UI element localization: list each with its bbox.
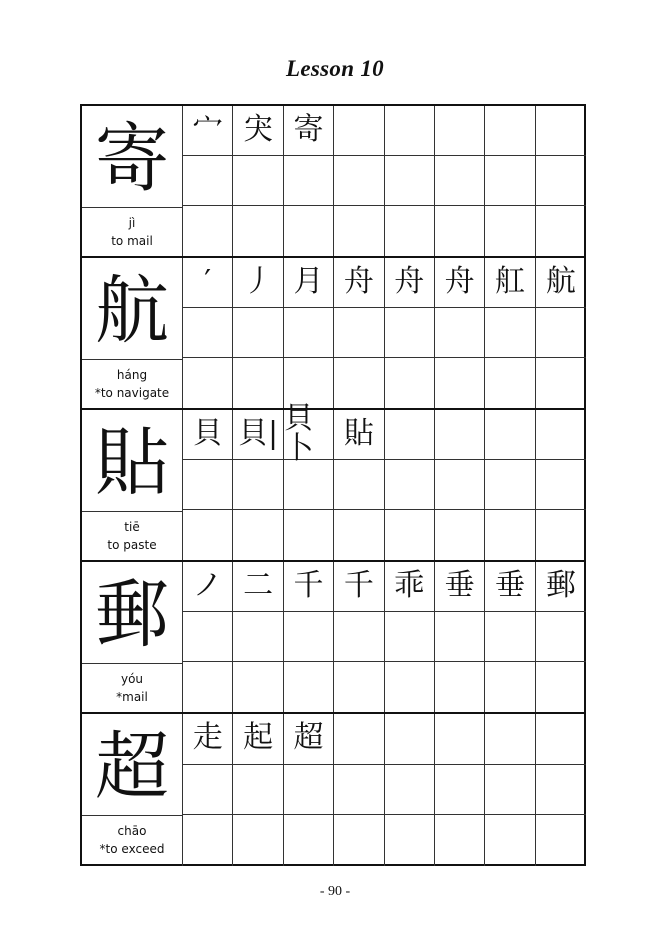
practice-cell[interactable] xyxy=(385,612,435,662)
practice-cell[interactable] xyxy=(385,358,435,408)
practice-cell[interactable] xyxy=(284,662,334,712)
practice-cell[interactable] xyxy=(334,156,384,206)
model-character: 郵 xyxy=(95,572,169,658)
practice-cell[interactable] xyxy=(485,815,535,866)
pinyin: yóu xyxy=(120,672,144,686)
practice-cell[interactable] xyxy=(536,562,586,612)
practice-cell[interactable] xyxy=(485,358,535,408)
practice-cell[interactable] xyxy=(435,815,485,866)
practice-grid xyxy=(183,106,586,256)
practice-cell[interactable] xyxy=(233,662,283,712)
practice-cell[interactable] xyxy=(385,258,435,308)
meaning: *to exceed xyxy=(99,842,165,856)
character-info xyxy=(82,359,182,410)
character-info xyxy=(82,207,182,258)
practice-cell[interactable] xyxy=(334,358,384,408)
stroke-step: 貝卜 xyxy=(283,401,314,466)
stroke-step: 乖 xyxy=(394,568,425,603)
practice-cell[interactable] xyxy=(536,410,586,460)
practice-cell[interactable] xyxy=(485,460,535,510)
practice-cell[interactable] xyxy=(536,156,586,206)
practice-cell[interactable] xyxy=(334,106,384,156)
character-cell xyxy=(82,410,183,560)
practice-cell[interactable] xyxy=(385,410,435,460)
practice-cell[interactable] xyxy=(536,358,586,408)
practice-cell[interactable] xyxy=(334,410,384,460)
stroke-step: 宊 xyxy=(243,112,274,147)
practice-cell[interactable] xyxy=(435,358,485,408)
pinyin: jì xyxy=(128,216,136,230)
practice-cell[interactable] xyxy=(233,410,283,460)
meaning: to paste xyxy=(107,538,157,552)
stroke-step: 月 xyxy=(293,264,324,299)
stroke-step: 千 xyxy=(343,568,374,603)
practice-cell[interactable] xyxy=(435,258,485,308)
character-block xyxy=(82,401,584,562)
practice-cell[interactable] xyxy=(334,714,384,765)
practice-cell[interactable] xyxy=(536,510,586,560)
practice-cell[interactable] xyxy=(536,106,586,156)
practice-cell[interactable] xyxy=(485,562,535,612)
stroke-step: 千 xyxy=(293,568,324,603)
stroke-step: 走 xyxy=(192,720,223,755)
practice-cell[interactable] xyxy=(536,765,586,816)
practice-cell[interactable] xyxy=(334,662,384,712)
practice-cell[interactable] xyxy=(183,815,233,866)
practice-cell[interactable] xyxy=(334,562,384,612)
stroke-step: 起 xyxy=(243,720,274,755)
stroke-step: 舟 xyxy=(394,264,425,299)
practice-cell[interactable] xyxy=(183,206,233,256)
practice-grid xyxy=(183,401,586,560)
stroke-step: 舟 xyxy=(444,264,475,299)
practice-cell[interactable] xyxy=(284,765,334,816)
practice-cell[interactable] xyxy=(385,106,435,156)
stroke-step: ′ xyxy=(204,264,212,299)
practice-cell[interactable] xyxy=(183,358,233,408)
practice-cell[interactable] xyxy=(334,815,384,866)
practice-cell[interactable] xyxy=(233,562,283,612)
character-block xyxy=(82,562,584,714)
practice-cell[interactable] xyxy=(435,765,485,816)
practice-cell[interactable] xyxy=(334,206,384,256)
practice-cell[interactable] xyxy=(233,510,283,560)
practice-cell[interactable] xyxy=(284,258,334,308)
practice-cell[interactable] xyxy=(233,206,283,256)
practice-cell[interactable] xyxy=(334,765,384,816)
practice-cell[interactable] xyxy=(334,460,384,510)
practice-cell[interactable] xyxy=(536,662,586,712)
practice-cell[interactable] xyxy=(183,510,233,560)
stroke-step: 垂 xyxy=(444,568,475,603)
practice-cell[interactable] xyxy=(183,662,233,712)
meaning: *mail xyxy=(116,690,148,704)
practice-cell[interactable] xyxy=(435,410,485,460)
practice-cell[interactable] xyxy=(385,510,435,560)
practice-grid xyxy=(183,714,586,866)
stroke-step: 垂 xyxy=(494,568,525,603)
practice-cell[interactable] xyxy=(183,612,233,662)
stroke-step: 舡 xyxy=(494,264,525,299)
practice-cell[interactable] xyxy=(233,358,283,408)
stroke-step: 舟 xyxy=(343,264,374,299)
character-info xyxy=(82,663,182,714)
practice-cell[interactable] xyxy=(435,612,485,662)
stroke-step: 貝 xyxy=(192,416,223,451)
character-block xyxy=(82,258,584,410)
stroke-step: 航 xyxy=(545,264,576,299)
practice-cell[interactable] xyxy=(183,308,233,358)
practice-cell[interactable] xyxy=(233,765,283,816)
character-cell xyxy=(82,714,183,866)
practice-cell[interactable] xyxy=(385,562,435,612)
practice-cell[interactable] xyxy=(435,562,485,612)
practice-cell[interactable] xyxy=(485,258,535,308)
character-info xyxy=(82,815,182,866)
practice-cell[interactable] xyxy=(183,156,233,206)
practice-cell[interactable] xyxy=(233,460,283,510)
practice-cell[interactable] xyxy=(283,401,334,466)
practice-cell[interactable] xyxy=(435,156,485,206)
stroke-step: 貝| xyxy=(238,416,279,451)
practice-cell[interactable] xyxy=(536,460,586,510)
practice-grid xyxy=(183,562,586,712)
practice-cell[interactable] xyxy=(485,106,535,156)
practice-cell[interactable] xyxy=(334,510,384,560)
practice-cell[interactable] xyxy=(385,156,435,206)
character-cell xyxy=(82,258,183,408)
practice-cell[interactable] xyxy=(536,308,586,358)
practice-cell[interactable] xyxy=(284,156,334,206)
stroke-step: 郵 xyxy=(545,568,576,603)
practice-cell[interactable] xyxy=(385,714,435,765)
stroke-step: 丿 xyxy=(243,264,274,299)
practice-grid xyxy=(183,258,586,408)
practice-cell[interactable] xyxy=(435,106,485,156)
practice-cell[interactable] xyxy=(385,815,435,866)
practice-cell[interactable] xyxy=(284,815,334,866)
practice-cell[interactable] xyxy=(183,714,233,765)
practice-cell[interactable] xyxy=(284,510,334,560)
practice-cell[interactable] xyxy=(183,258,233,308)
practice-cell[interactable] xyxy=(385,460,435,510)
practice-cell[interactable] xyxy=(485,662,535,712)
model-character: 航 xyxy=(95,268,169,354)
practice-cell[interactable] xyxy=(233,815,283,866)
practice-cell[interactable] xyxy=(334,308,384,358)
practice-cell[interactable] xyxy=(385,662,435,712)
practice-cell[interactable] xyxy=(536,206,586,256)
practice-cell[interactable] xyxy=(485,714,535,765)
practice-cell[interactable] xyxy=(233,156,283,206)
practice-cell[interactable] xyxy=(183,562,233,612)
stroke-step: 寄 xyxy=(293,112,324,147)
practice-cell[interactable] xyxy=(233,714,283,765)
practice-cell[interactable] xyxy=(435,662,485,712)
stroke-step: ノ xyxy=(192,568,223,603)
practice-cell[interactable] xyxy=(536,815,586,866)
practice-cell[interactable] xyxy=(435,206,485,256)
lesson-title: Lesson 10 xyxy=(286,56,384,81)
practice-cell[interactable] xyxy=(435,308,485,358)
practice-cell[interactable] xyxy=(536,612,586,662)
character-cell xyxy=(82,562,183,712)
practice-cell[interactable] xyxy=(485,612,535,662)
practice-cell[interactable] xyxy=(284,308,334,358)
character-block xyxy=(82,106,584,258)
practice-cell[interactable] xyxy=(183,460,233,510)
practice-cell[interactable] xyxy=(536,714,586,765)
practice-cell[interactable] xyxy=(183,765,233,816)
pinyin: tiē xyxy=(124,520,140,534)
page-number: - 90 - xyxy=(319,884,351,899)
practice-sheet xyxy=(80,104,586,866)
practice-cell[interactable] xyxy=(435,714,485,765)
meaning: *to navigate xyxy=(94,386,170,400)
model-character: 貼 xyxy=(95,420,169,506)
practice-cell[interactable] xyxy=(435,510,485,560)
practice-cell[interactable] xyxy=(334,612,384,662)
pinyin: háng xyxy=(116,368,148,382)
practice-cell[interactable] xyxy=(485,765,535,816)
practice-cell[interactable] xyxy=(233,612,283,662)
practice-cell[interactable] xyxy=(183,106,233,156)
practice-cell[interactable] xyxy=(485,156,535,206)
practice-cell[interactable] xyxy=(233,106,283,156)
practice-cell[interactable] xyxy=(385,765,435,816)
meaning: to mail xyxy=(111,234,153,248)
practice-cell[interactable] xyxy=(334,258,384,308)
model-character: 寄 xyxy=(95,116,169,202)
pinyin: chāo xyxy=(117,824,147,838)
stroke-step: 超 xyxy=(293,720,324,755)
practice-cell[interactable] xyxy=(284,612,334,662)
practice-cell[interactable] xyxy=(485,206,535,256)
character-cell xyxy=(82,106,183,256)
practice-cell[interactable] xyxy=(284,206,334,256)
character-block xyxy=(82,714,584,866)
model-character: 超 xyxy=(95,724,169,810)
practice-cell[interactable] xyxy=(536,258,586,308)
practice-cell[interactable] xyxy=(233,258,283,308)
practice-cell[interactable] xyxy=(233,308,283,358)
character-info xyxy=(82,511,182,562)
practice-cell[interactable] xyxy=(284,106,334,156)
stroke-step: 貼 xyxy=(343,416,374,451)
practice-cell[interactable] xyxy=(485,410,535,460)
practice-cell[interactable] xyxy=(183,410,233,460)
practice-cell[interactable] xyxy=(485,308,535,358)
stroke-step: 二 xyxy=(243,568,274,603)
practice-cell[interactable] xyxy=(284,460,334,510)
practice-cell[interactable] xyxy=(385,206,435,256)
practice-cell[interactable] xyxy=(284,714,334,765)
practice-cell[interactable] xyxy=(284,562,334,612)
practice-cell[interactable] xyxy=(385,308,435,358)
stroke-step: 宀 xyxy=(192,112,223,147)
practice-cell[interactable] xyxy=(485,510,535,560)
practice-cell[interactable] xyxy=(435,460,485,510)
